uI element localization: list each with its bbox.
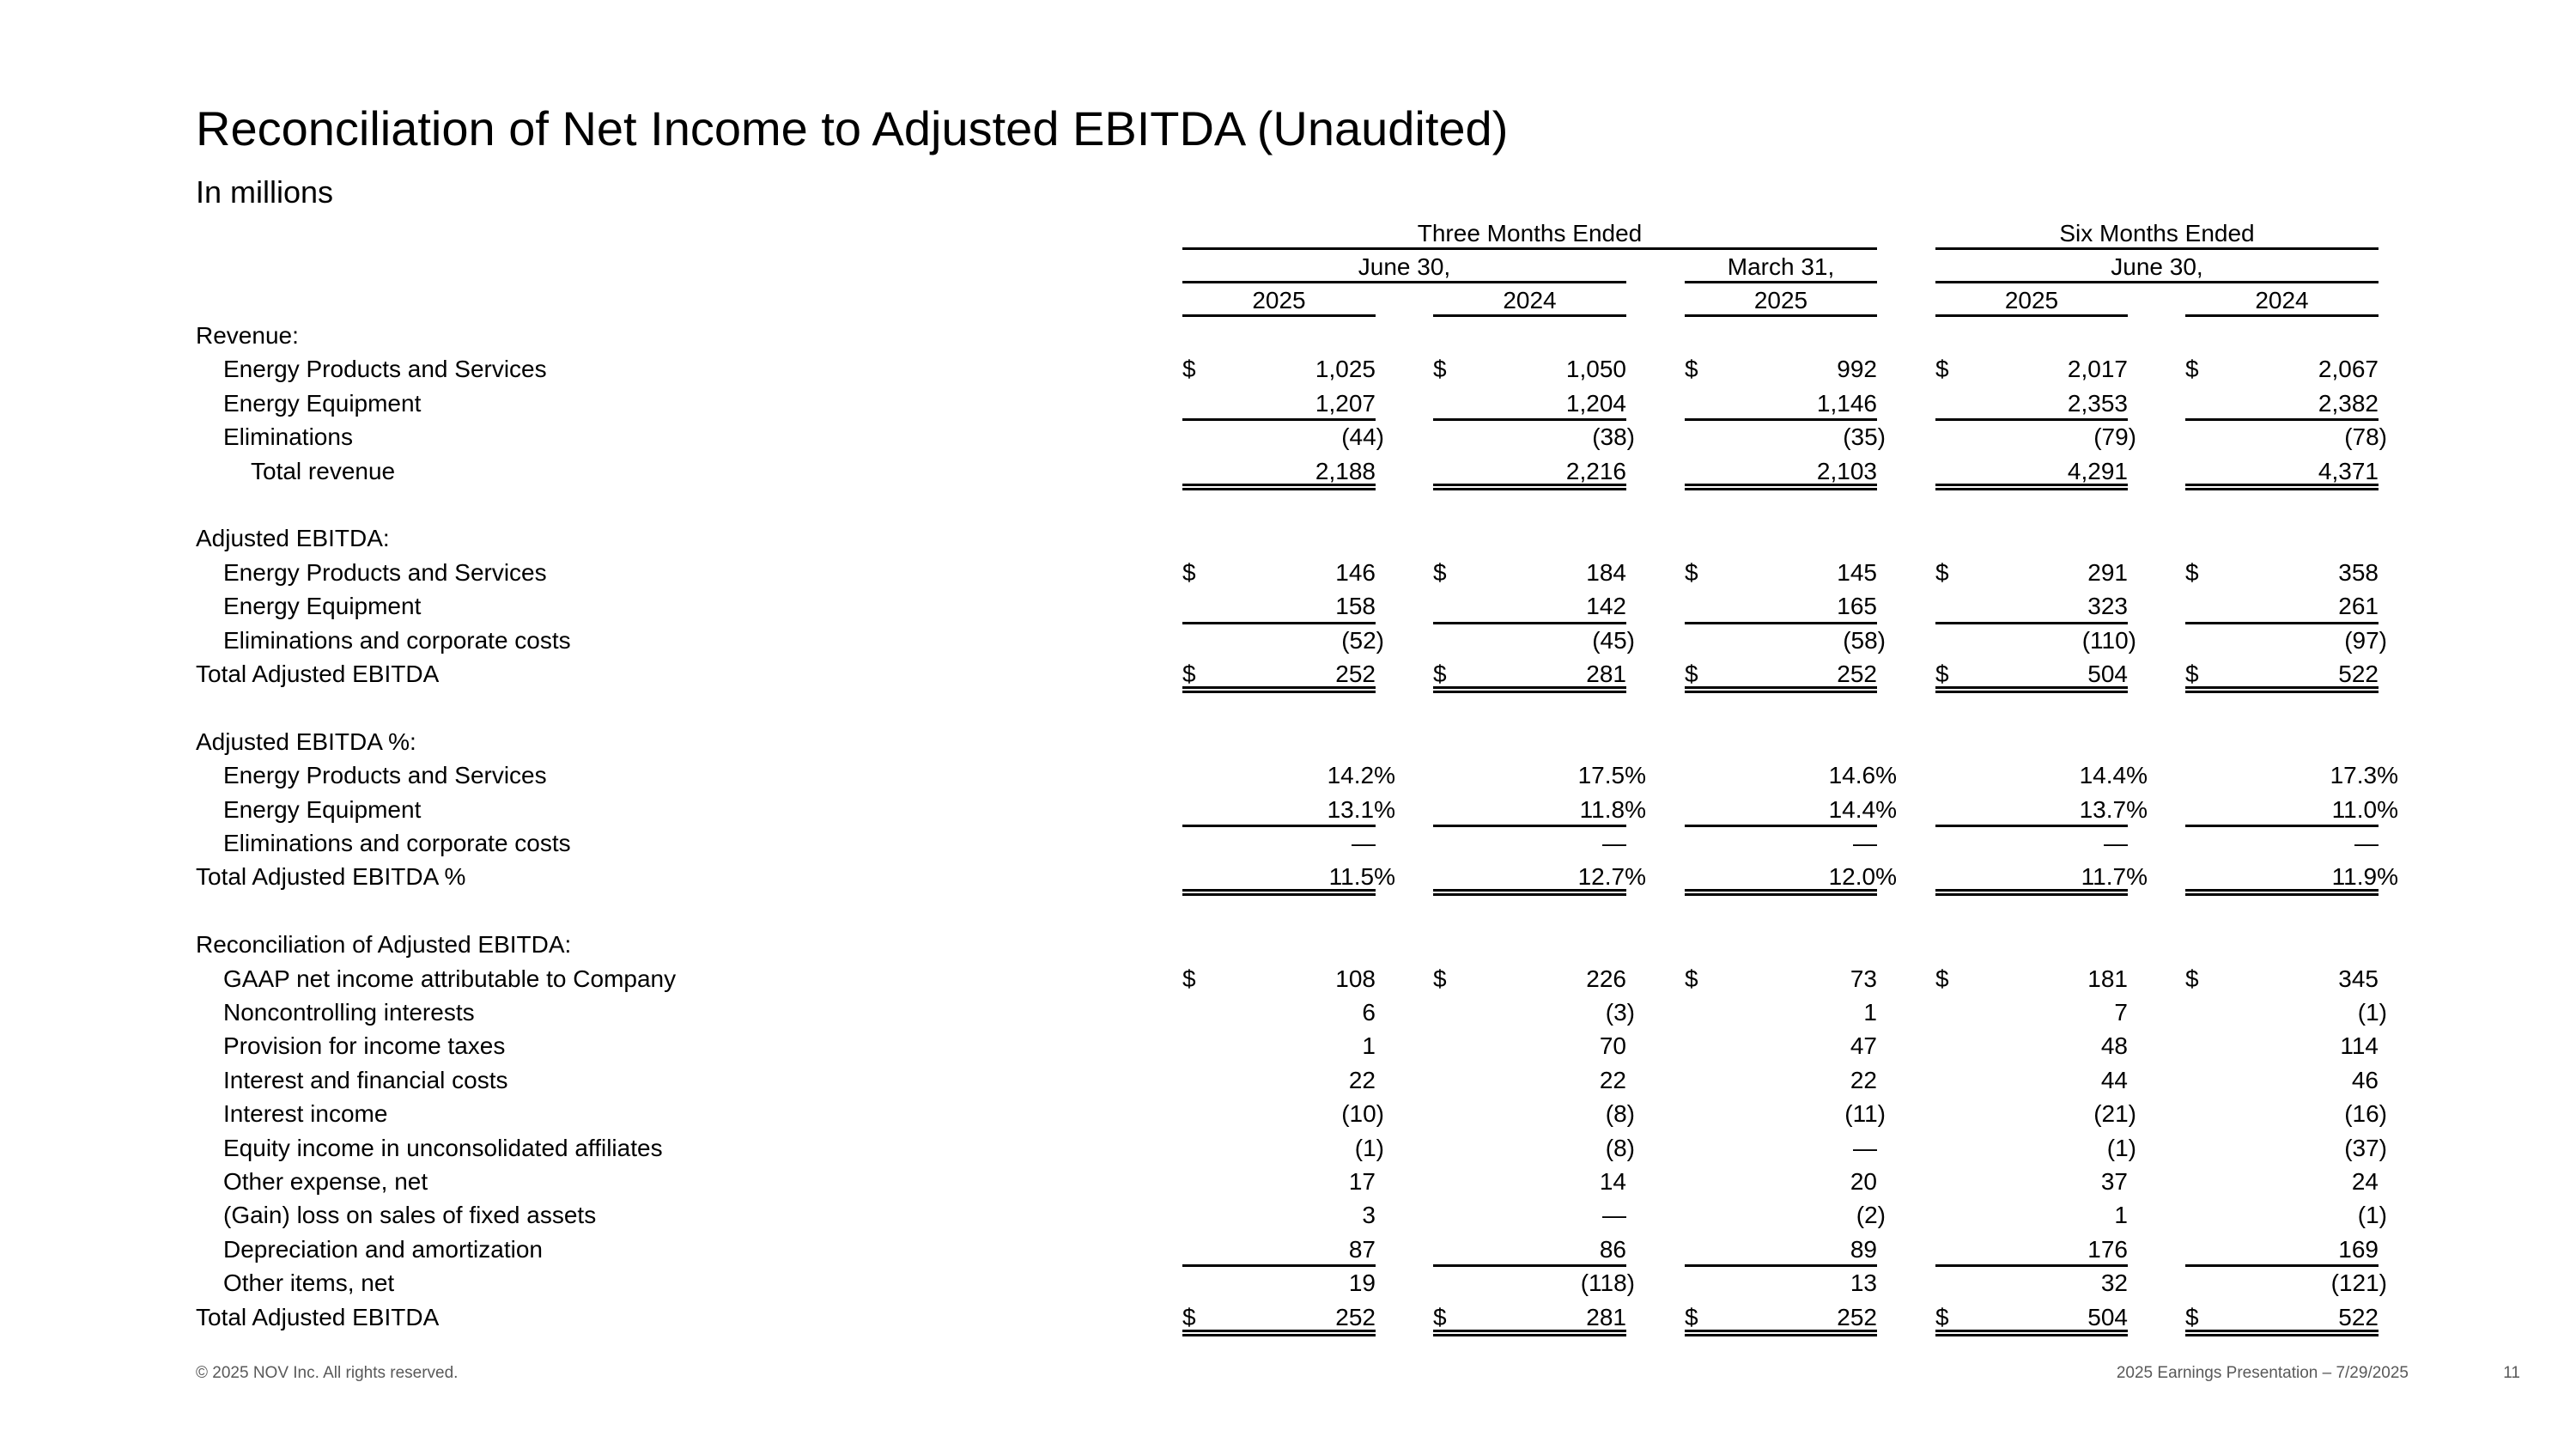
currency-symbol: $: [2185, 661, 2199, 687]
total-double-underline: [2185, 1330, 2379, 1336]
row-label: GAAP net income attributable to Company: [223, 965, 677, 992]
header-rule: [2185, 314, 2379, 317]
table-cell-value: 12.7%: [1577, 863, 1646, 891]
column-year-header: 2025: [1252, 287, 1306, 314]
subtotal-underline: [2185, 622, 2379, 624]
header-rule: [1433, 314, 1626, 317]
subtotal-underline: [1182, 825, 1376, 827]
table-cell-value: 252: [1837, 661, 1877, 687]
table-cell-value: 252: [1335, 1303, 1376, 1330]
table-cell-value: 70: [1599, 1032, 1626, 1060]
total-double-underline: [1433, 1330, 1626, 1336]
table-cell-value: 522: [2338, 1303, 2379, 1330]
table-cell-value: (1): [2357, 1202, 2387, 1229]
table-cell-value: 17: [1348, 1168, 1376, 1195]
total-double-underline: [2185, 484, 2379, 490]
currency-symbol: $: [1433, 356, 1447, 383]
table-cell-value: 14.4%: [2079, 762, 2148, 789]
row-label: Adjusted EBITDA %:: [196, 728, 416, 755]
subtotal-underline: [2185, 825, 2379, 827]
subtotal-underline: [1685, 825, 1877, 827]
row-label: Other expense, net: [223, 1168, 428, 1195]
table-cell-value: 108: [1335, 965, 1376, 992]
row-label: Energy Products and Services: [223, 356, 547, 383]
table-cell-value: 32: [2100, 1269, 2128, 1297]
table-cell-value: (45): [1592, 626, 1635, 654]
table-cell-value: 24: [2351, 1168, 2379, 1195]
table-cell-value: —: [2354, 830, 2379, 856]
table-cell-value: (79): [2093, 423, 2136, 451]
table-cell-value: 1,025: [1315, 356, 1376, 383]
row-label: Reconciliation of Adjusted EBITDA:: [196, 931, 572, 959]
table-cell-value: 89: [1850, 1235, 1877, 1263]
table-cell-value: 226: [1586, 965, 1626, 992]
row-label: Eliminations and corporate costs: [223, 626, 571, 654]
table-cell-value: (35): [1843, 423, 1886, 451]
table-cell-value: (3): [1605, 999, 1635, 1026]
table-cell-value: 2,103: [1816, 457, 1877, 484]
total-double-underline: [1433, 686, 1626, 693]
row-label: Eliminations and corporate costs: [223, 830, 571, 856]
total-double-underline: [1935, 889, 2128, 896]
subtotal-underline: [1433, 1264, 1626, 1267]
table-cell-value: 37: [2100, 1168, 2128, 1195]
table-cell-value: (97): [2344, 626, 2387, 654]
subtotal-underline: [1433, 418, 1626, 421]
table-cell-value: 48: [2100, 1032, 2128, 1060]
currency-symbol: $: [1685, 965, 1698, 992]
table-cell-value: —: [1853, 1134, 1877, 1161]
table-cell-value: 252: [1335, 661, 1376, 687]
table-cell-value: 2,188: [1315, 457, 1376, 484]
table-cell-value: 87: [1348, 1235, 1376, 1263]
footer-copyright: © 2025 NOV Inc. All rights reserved.: [196, 1364, 459, 1382]
table-cell-value: 86: [1599, 1235, 1626, 1263]
currency-symbol: $: [1685, 356, 1698, 383]
table-cell-value: 261: [2338, 593, 2379, 620]
row-label: Energy Products and Services: [223, 762, 547, 789]
table-cell-value: 1: [1863, 999, 1877, 1026]
currency-symbol: $: [1935, 356, 1949, 383]
total-double-underline: [1935, 1330, 2128, 1336]
column-group-header: March 31,: [1727, 253, 1835, 280]
currency-symbol: $: [2185, 1303, 2199, 1330]
table-cell-value: (16): [2344, 1100, 2387, 1128]
currency-symbol: $: [1433, 661, 1447, 687]
table-cell-value: 20: [1850, 1168, 1877, 1195]
table-cell-value: 22: [1850, 1066, 1877, 1093]
currency-symbol: $: [1935, 558, 1949, 586]
row-label: Adjusted EBITDA:: [196, 525, 390, 552]
row-label: Equity income in unconsolidated affiliates: [223, 1134, 663, 1161]
currency-symbol: $: [1685, 558, 1698, 586]
row-label: Total revenue: [251, 457, 396, 484]
table-cell-value: 281: [1586, 661, 1626, 687]
row-label: (Gain) loss on sales of fixed assets: [223, 1202, 597, 1229]
subtotal-underline: [1935, 825, 2128, 827]
table-cell-value: (58): [1843, 626, 1886, 654]
table-cell-value: (8): [1605, 1100, 1635, 1128]
table-cell-value: (78): [2344, 423, 2387, 451]
currency-symbol: $: [1433, 1303, 1447, 1330]
header-rule: [1935, 314, 2128, 317]
table-cell-value: 158: [1335, 593, 1376, 620]
table-cell-value: —: [1602, 1202, 1626, 1229]
table-cell-value: 181: [2087, 965, 2128, 992]
total-double-underline: [1433, 484, 1626, 490]
currency-symbol: $: [2185, 356, 2199, 383]
table-cell-value: (44): [1341, 423, 1384, 451]
subtotal-underline: [1935, 418, 2128, 421]
currency-symbol: $: [1182, 965, 1196, 992]
total-double-underline: [1685, 686, 1877, 693]
row-label: Depreciation and amortization: [223, 1235, 543, 1263]
column-year-header: 2024: [2255, 287, 2309, 314]
table-cell-value: 1,050: [1565, 356, 1626, 383]
table-cell-value: 13: [1850, 1269, 1877, 1297]
total-double-underline: [2185, 686, 2379, 693]
currency-symbol: $: [1182, 1303, 1196, 1330]
table-cell-value: 17.5%: [1577, 762, 1646, 789]
table-cell-value: 165: [1837, 593, 1877, 620]
row-label: Interest income: [223, 1100, 388, 1128]
row-label: Noncontrolling interests: [223, 999, 475, 1026]
row-label: Energy Products and Services: [223, 558, 547, 586]
page-subtitle: In millions: [196, 174, 334, 210]
table-cell-value: 14.4%: [1828, 795, 1897, 823]
table-cell-value: (110): [2081, 626, 2136, 654]
table-cell-value: 11.0%: [2331, 795, 2398, 823]
row-label: Energy Equipment: [223, 389, 422, 417]
row-label: Energy Equipment: [223, 593, 422, 620]
table-cell-value: 6: [1362, 999, 1376, 1026]
currency-symbol: $: [2185, 558, 2199, 586]
subtotal-underline: [1685, 1264, 1877, 1267]
table-cell-value: 145: [1837, 558, 1877, 586]
row-label: Energy Equipment: [223, 795, 422, 823]
table-cell-value: 1,207: [1315, 389, 1376, 417]
table-cell-value: 142: [1586, 593, 1626, 620]
table-cell-value: 2,067: [2318, 356, 2379, 383]
table-cell-value: 114: [2340, 1032, 2379, 1060]
row-label: Revenue:: [196, 322, 299, 349]
table-cell-value: 17.3%: [2330, 762, 2398, 789]
table-cell-value: 345: [2338, 965, 2379, 992]
currency-symbol: $: [1685, 661, 1698, 687]
subtotal-underline: [1433, 622, 1626, 624]
row-label: Other items, net: [223, 1269, 395, 1297]
table-cell-value: 3: [1362, 1202, 1376, 1229]
table-cell-value: (1): [2106, 1134, 2136, 1161]
page-title: Reconciliation of Net Income to Adjusted EBITDA (Unaudited): [196, 101, 1509, 155]
column-group-header: June 30,: [2111, 253, 2203, 280]
footer-page-number: 11: [2503, 1364, 2520, 1382]
footer-presentation: 2025 Earnings Presentation – 7/29/2025: [2116, 1364, 2409, 1382]
table-cell-value: 12.0%: [1828, 863, 1897, 891]
table-cell-value: (121): [2330, 1269, 2387, 1297]
table-cell-value: 504: [2087, 661, 2128, 687]
table-cell-value: (21): [2093, 1100, 2136, 1128]
currency-symbol: $: [1935, 661, 1949, 687]
table-cell-value: 13.1%: [1327, 795, 1395, 823]
table-cell-value: —: [1602, 830, 1626, 856]
table-cell-value: 2,216: [1565, 457, 1626, 484]
column-group-header: Six Months Ended: [2059, 220, 2255, 247]
table-cell-value: 358: [2338, 558, 2379, 586]
table-cell-value: (118): [1580, 1269, 1635, 1297]
table-cell-value: —: [1853, 830, 1877, 856]
table-cell-value: 291: [2087, 558, 2128, 586]
row-label: Total Adjusted EBITDA: [196, 1303, 440, 1330]
table-cell-value: 11.8%: [1579, 795, 1646, 823]
table-cell-value: 184: [1586, 558, 1626, 586]
table-cell-value: 4,291: [2067, 457, 2128, 484]
total-double-underline: [1685, 889, 1877, 896]
table-cell-value: 22: [1348, 1066, 1376, 1093]
currency-symbol: $: [1182, 356, 1196, 383]
currency-symbol: $: [1433, 965, 1447, 992]
table-cell-value: 44: [2100, 1066, 2128, 1093]
total-double-underline: [2185, 889, 2379, 896]
row-label: Total Adjusted EBITDA %: [196, 863, 466, 891]
subtotal-underline: [1685, 418, 1877, 421]
table-cell-value: 11.7%: [2081, 863, 2148, 891]
table-cell-value: 281: [1586, 1303, 1626, 1330]
total-double-underline: [1182, 889, 1376, 896]
table-cell-value: 2,353: [2067, 389, 2128, 417]
table-cell-value: 146: [1335, 558, 1376, 586]
table-cell-value: 13.7%: [2079, 795, 2148, 823]
column-year-header: 2024: [1503, 287, 1557, 314]
row-label: Provision for income taxes: [223, 1032, 506, 1060]
table-cell-value: —: [1352, 830, 1376, 856]
table-cell-value: 323: [2087, 593, 2128, 620]
row-label: Interest and financial costs: [223, 1066, 508, 1093]
header-rule: [1182, 314, 1376, 317]
table-cell-value: 169: [2338, 1235, 2379, 1263]
table-cell-value: 19: [1348, 1269, 1376, 1297]
currency-symbol: $: [1685, 1303, 1698, 1330]
table-cell-value: 176: [2087, 1235, 2128, 1263]
table-cell-value: 504: [2087, 1303, 2128, 1330]
currency-symbol: $: [1182, 558, 1196, 586]
table-cell-value: 14.6%: [1828, 762, 1897, 789]
total-double-underline: [1685, 484, 1877, 490]
table-cell-value: 11.9%: [2331, 863, 2398, 891]
table-cell-value: (2): [1856, 1202, 1886, 1229]
column-year-header: 2025: [1753, 287, 1808, 314]
table-cell-value: 2,382: [2318, 389, 2379, 417]
table-cell-value: (37): [2344, 1134, 2387, 1161]
table-cell-value: 522: [2338, 661, 2379, 687]
row-label: Eliminations: [223, 423, 353, 451]
subtotal-underline: [1935, 622, 2128, 624]
total-double-underline: [1935, 686, 2128, 693]
table-cell-value: (8): [1605, 1134, 1635, 1161]
total-double-underline: [1433, 889, 1626, 896]
table-cell-value: 73: [1850, 965, 1877, 992]
table-cell-value: 11.5%: [1328, 863, 1395, 891]
currency-symbol: $: [1433, 558, 1447, 586]
row-label: Total Adjusted EBITDA: [196, 661, 440, 687]
subtotal-underline: [2185, 418, 2379, 421]
currency-symbol: $: [2185, 965, 2199, 992]
table-cell-value: (1): [1354, 1134, 1384, 1161]
table-cell-value: 46: [2351, 1066, 2379, 1093]
table-cell-value: (38): [1592, 423, 1635, 451]
total-double-underline: [1685, 1330, 1877, 1336]
total-double-underline: [1935, 484, 2128, 490]
subtotal-underline: [1685, 622, 1877, 624]
total-double-underline: [1182, 686, 1376, 693]
total-double-underline: [1182, 1330, 1376, 1336]
table-cell-value: 14: [1599, 1168, 1626, 1195]
subtotal-underline: [1433, 825, 1626, 827]
subtotal-underline: [1182, 418, 1376, 421]
table-cell-value: 1: [1362, 1032, 1376, 1060]
subtotal-underline: [1935, 1264, 2128, 1267]
table-cell-value: (11): [1844, 1100, 1886, 1128]
table-cell-value: —: [2104, 830, 2128, 856]
column-group-header: Three Months Ended: [1417, 220, 1643, 247]
header-rule: [1685, 314, 1877, 317]
currency-symbol: $: [1935, 965, 1949, 992]
table-cell-value: 4,371: [2318, 457, 2379, 484]
column-year-header: 2025: [2004, 287, 2059, 314]
table-cell-value: 47: [1850, 1032, 1877, 1060]
table-cell-value: 252: [1837, 1303, 1877, 1330]
subtotal-underline: [1182, 622, 1376, 624]
table-cell-value: 14.2%: [1327, 762, 1395, 789]
table-cell-value: (1): [2357, 999, 2387, 1026]
table-cell-value: (10): [1341, 1100, 1384, 1128]
subtotal-underline: [2185, 1264, 2379, 1267]
table-cell-value: 1: [2114, 1202, 2128, 1229]
currency-symbol: $: [1182, 661, 1196, 687]
table-cell-value: 1,146: [1816, 389, 1877, 417]
currency-symbol: $: [1935, 1303, 1949, 1330]
subtotal-underline: [1182, 1264, 1376, 1267]
table-cell-value: 992: [1837, 356, 1877, 383]
table-cell-value: 22: [1599, 1066, 1626, 1093]
total-double-underline: [1182, 484, 1376, 490]
table-cell-value: 7: [2114, 999, 2128, 1026]
column-group-header: June 30,: [1358, 253, 1451, 280]
table-cell-value: (52): [1341, 626, 1384, 654]
table-cell-value: 1,204: [1565, 389, 1626, 417]
table-cell-value: 2,017: [2067, 356, 2128, 383]
